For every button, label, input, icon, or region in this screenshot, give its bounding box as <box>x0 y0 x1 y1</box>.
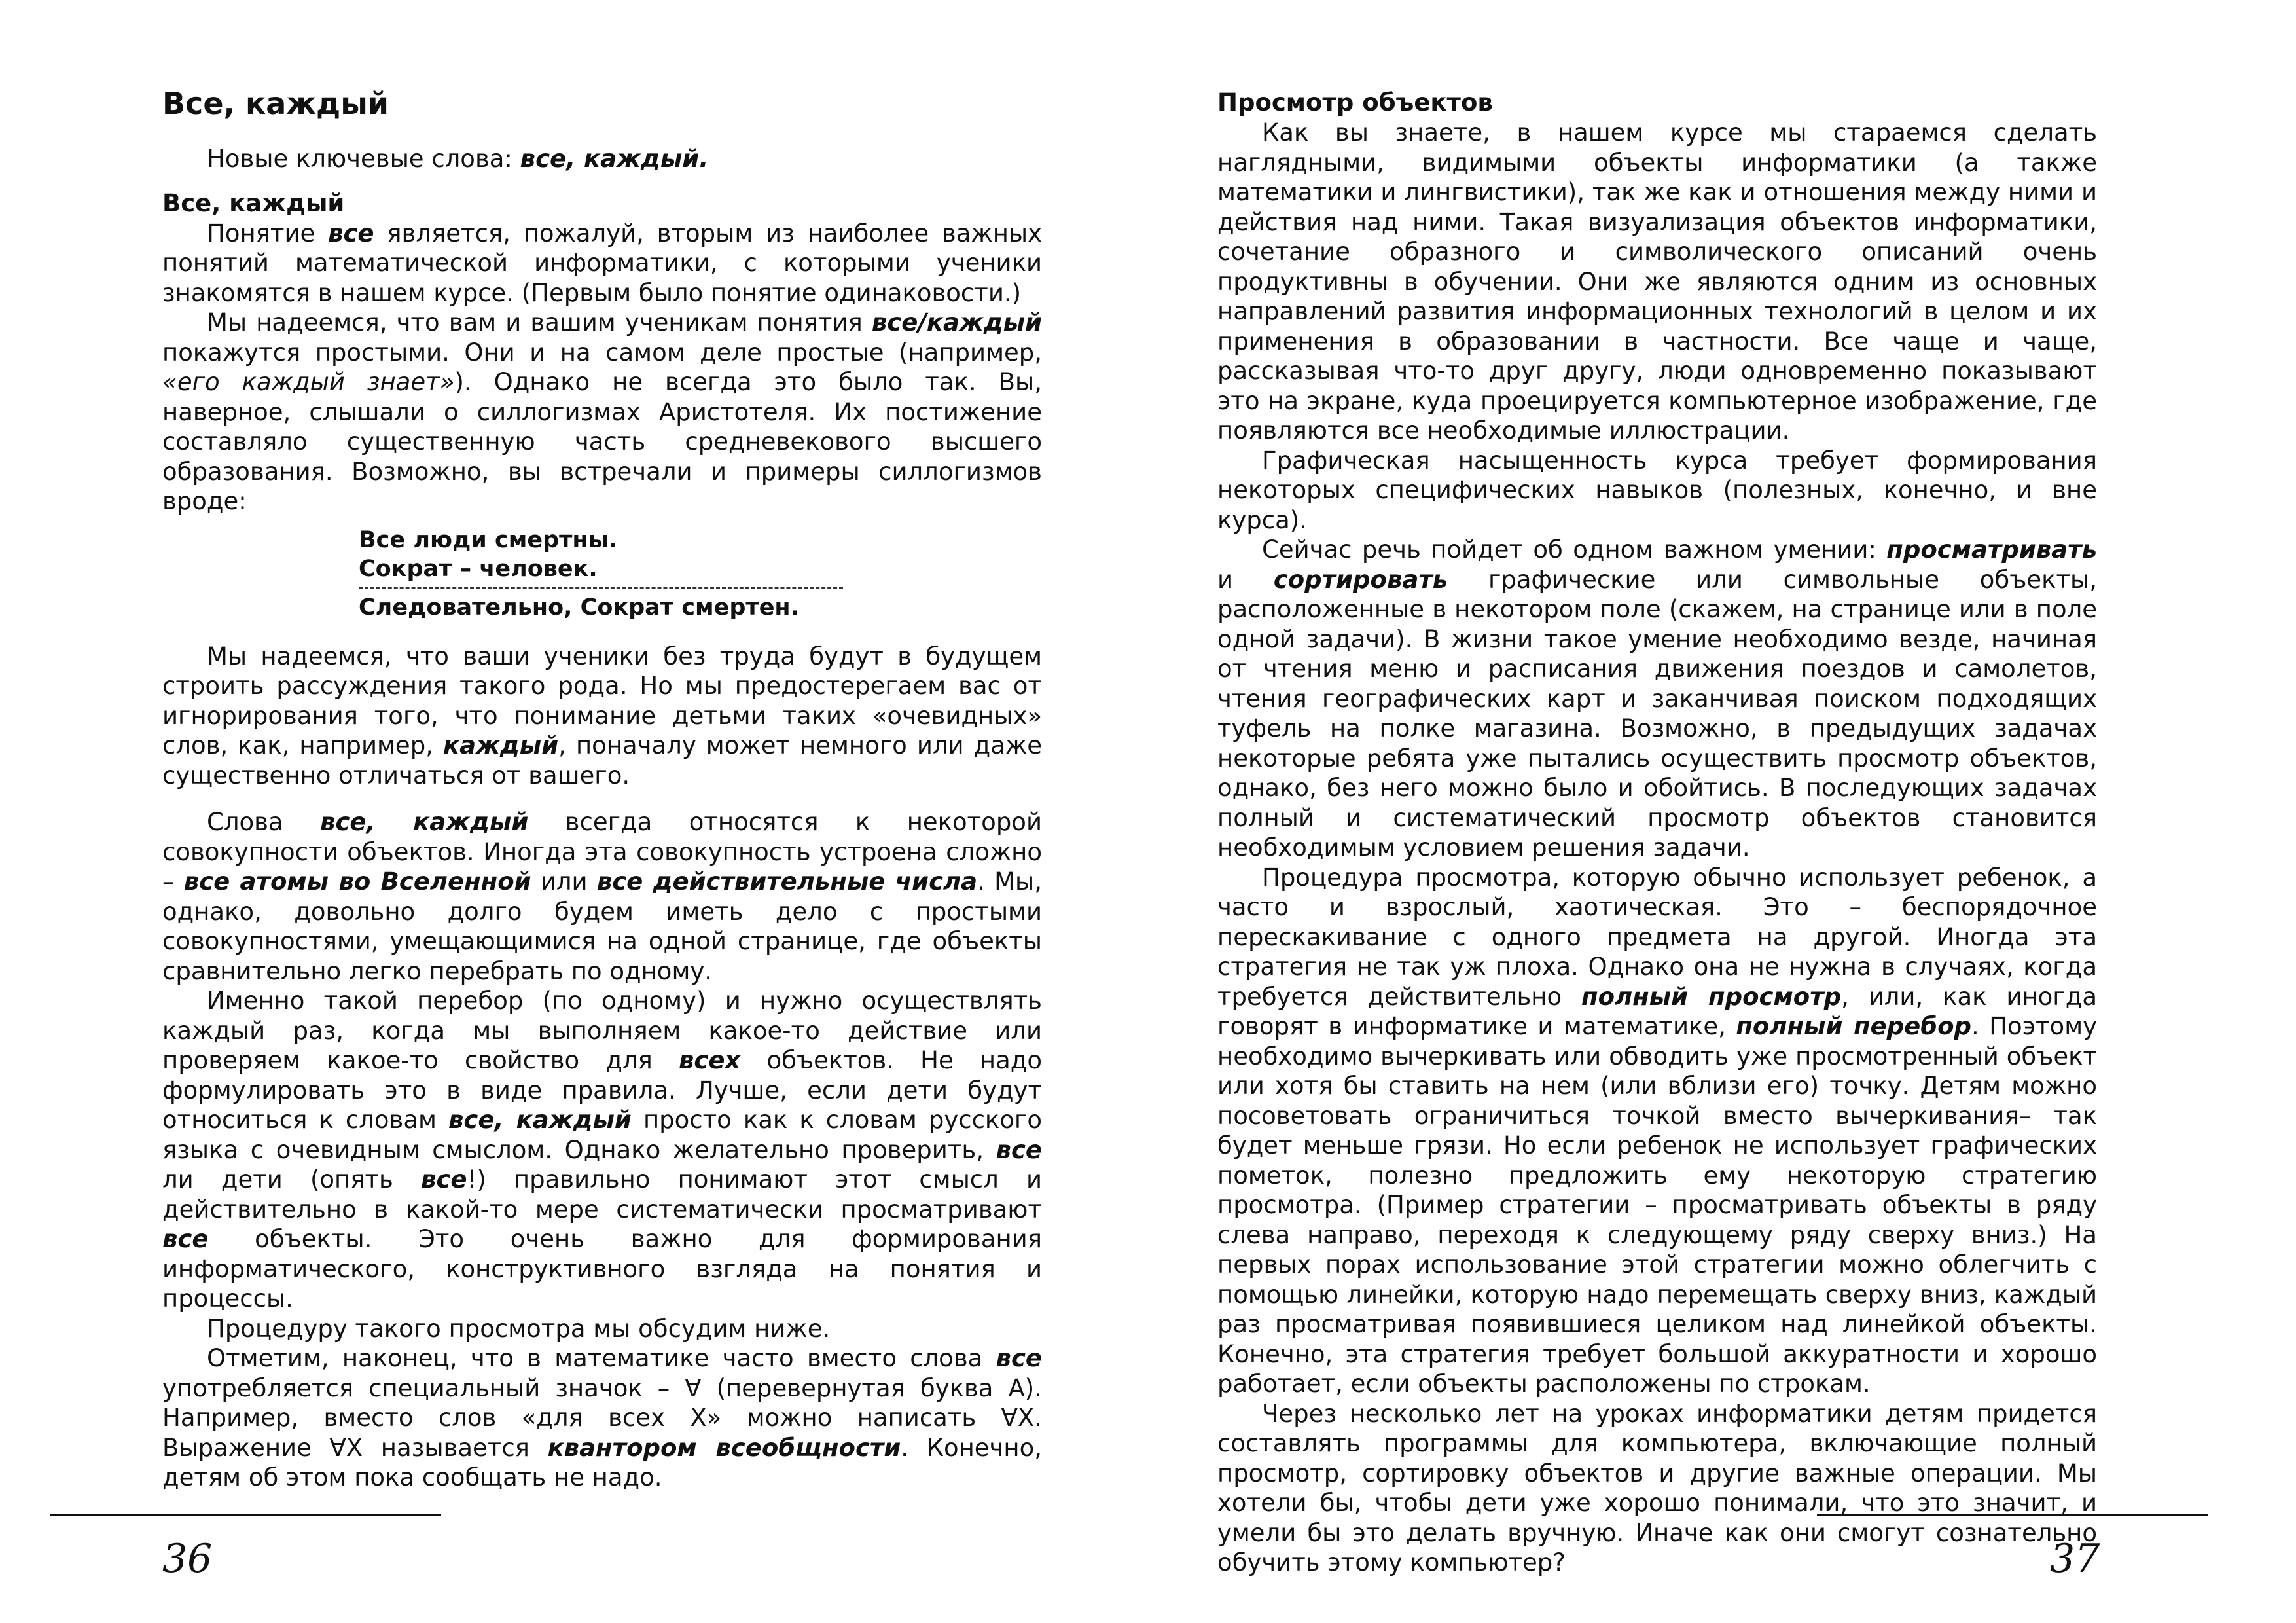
paragraph-6: Процедуру такого просмотра мы обсудим ниже. <box>207 1314 831 1343</box>
paragraph-5: Именно такой перебор (по одному) и нужно осуществлять каждый раз, когда мы выполняем какое-то действие или проверяем какое-то свойство для всех объектов. Не надо формулировать это в виде правила. Лучше, если дети будут относиться к словам все, каждый просто как к словам русского языка с очевидным смыслом. Однако желательно проверить, все ли дети (опять все!) правильно понимают этот смысл и действительно в какой-то мере систематически просматривают все объекты. Это очень важно для формирования информатического, конструктивного взгляда на понятия и процессы. <box>162 987 1043 1313</box>
paragraph-4: Процедура просмотра, которую обычно использует ребенок, а часто и взрослый, хаотическая. Это – беспорядочное перескакивание с одного предмета на другой. Иногда эта стратегия не так уж плоха. Однако она не нужна в случаях, когда требуется действительно полный просмотр, или, как иногда говорят в информатике и математике, полный перебор. Поэтому необходимо вычеркивать или обводить уже просмотренный объект или хотя бы ставить на нем (или вблизи его) точку. Детям можно посоветовать ограничиться точкой вместо вычеркивания– так будет меньше грязи. Но если ребенок не использует графических пометок, полезно предложить ему некоторую стратегию просмотра. (Пример стратегии – просматривать объекты в ряду слева направо, переходя к следующему ряду сверху вниз.) На первых порах использование этой стратегии можно облегчить с помощью линейки, которую надо перемещать сверху вниз, каждый раз просматривая появившиеся целиком над линейкой объекты. Конечно, эта стратегия требует большой аккуратности и хорошо работает, если объекты расположены по строкам. <box>1217 863 2097 1398</box>
syllogism-divider <box>359 587 843 589</box>
section-heading: Просмотр объектов <box>1217 88 1493 117</box>
paragraph-3: Сейчас речь пойдет об одном важном умении: просматривать и сортировать графические или символьные объекты, расположенные в некотором поле (скажем, на странице или в поле одной задачи). В жизни такое умение необходимо везде, начиная от чтения меню и расписания движения поездов и самолетов, чтения географических карт и заканчивая поиском подходящих туфель на полке магазина. Возможно, в предыдущих задачах некоторые ребята уже пытались осуществить просмотр объектов, однако, без него можно было и обойтись. В последующих задачах полный и систематический просмотр объектов становится необходимым условием решения задачи. <box>1217 536 2098 862</box>
syllogism-example <box>359 526 1042 622</box>
paragraph-3: Мы надеемся, что ваши ученики без труда будут в будущем строить рассуждения такого рода. Но мы предостерегаем вас от игнорирования того, что понимание детьми таких «очевидных» слов, как, например, каждый, поначалу может немного или даже существенно отличаться от вашего. <box>162 642 1042 790</box>
right-page <box>1217 0 2097 1578</box>
left-page <box>162 0 1042 1493</box>
paragraph-1: Понятие все является, пожалуй, вторым из наиболее важных понятий математической информатики, с которыми ученики знакомятся в нашем курсе. (Первым было понятие одинаковости.) <box>162 219 1042 307</box>
paragraph-2: Мы надеемся, что вам и вашим ученикам понятия все/каждый покажутся простыми. Они и на самом деле простые (например, «его каждый знает»). Однако не всегда это было так. Вы, наверное, слышали о силлогизмах Аристотеля. Их постижение составляло существенную часть средневекового высшего образования. Возможно, вы встречали и примеры силлогизмов вроде: <box>162 308 1042 515</box>
page-number-left: 36 <box>162 1536 213 1582</box>
paragraph-5: Через несколько лет на уроках информатики детям придется составлять программы для компьютера, включающие полный просмотр, сортировку объектов и другие важные операции. Мы хотели бы, чтобы дети уже хорошо понимали, что это значит, и умели бы это делать вручную. Иначе как они смогут сознательно обучить этому компьютер? <box>1217 1399 2097 1577</box>
intro-prefix: Новые ключевые слова: <box>207 145 520 173</box>
intro-keywords <box>162 144 1042 174</box>
conclusion: Следовательно, Сократ смертен. <box>359 594 799 621</box>
paragraph-4: Слова все, каждый всегда относятся к некоторой совокупности объектов. Иногда эта совокупность устроена сложно – все атомы во Вселенной или все действительные числа. Мы, однако, довольно долго будем иметь дело с простыми совокупностями, умещающимися на одной странице, где объекты сравнительно легко перебрать по одному. <box>162 808 1043 985</box>
page-number-right: 37 <box>2050 1536 2100 1582</box>
footer-rule-left <box>50 1514 441 1516</box>
footer-rule-right <box>1817 1514 2208 1516</box>
premise-2: Сократ – человек. <box>359 555 598 582</box>
paragraph-7: Отметим, наконец, что в математике часто вместо слова все употребляется специальный значок – ∀ (перевернутая буква А). Например, вместо слов «для всех Х» можно написать ∀Х. Выражение ∀Х называется квантором всеобщности. Конечно, детям об этом пока сообщать не надо. <box>162 1344 1042 1491</box>
premise-1: Все люди смертны. <box>359 526 618 553</box>
paragraph-1: Как вы знаете, в нашем курсе мы стараемся сделать наглядными, видимыми объекты информатики (а также математики и лингвистики), так же как и отношения между ними и действия над ними. Такая визуализация объектов информатики, сочетание образного и символического описаний очень продуктивны в обучении. Они же являются одним из основных направлений развития информационных технологий в целом и их применения в образовании в частности. Все чаще и чаще, рассказывая что-то друг другу, люди одновременно показывают это на экране, куда проецируется компьютерное изображение, где появляются все необходимые иллюстрации. <box>1217 119 2097 445</box>
page-title: Все, каждый <box>162 86 389 121</box>
intro-keyword-list: все, каждый. <box>520 145 709 173</box>
section-heading: Все, каждый <box>162 189 345 217</box>
paragraph-2: Графическая насыщенность курса требует формирования некоторых специфических навыков (полезных, конечно, и вне курса). <box>1217 446 2097 534</box>
